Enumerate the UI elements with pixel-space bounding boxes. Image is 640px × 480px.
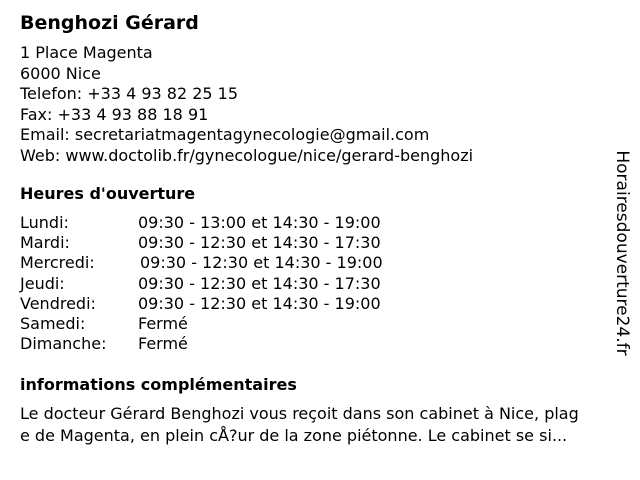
- day-hours: 09:30 - 12:30 et 14:30 - 19:00: [140, 253, 383, 273]
- description-line-1: Le docteur Gérard Benghozi vous reçoit dans son cabinet à Nice, plag: [20, 404, 579, 423]
- day-label: Dimanche:: [20, 334, 107, 354]
- description-text: [20, 403, 579, 447]
- address-line-2: 6000 Nice: [20, 63, 101, 83]
- day-hours: 09:30 - 13:00 et 14:30 - 19:00: [138, 213, 381, 232]
- day-label: Samedi:: [20, 313, 86, 333]
- day-label: Vendredi:: [20, 293, 96, 313]
- hours-row-wednesday: [20, 253, 440, 273]
- day-label: Jeudi:: [20, 273, 65, 293]
- hours-row-monday: [20, 213, 440, 233]
- opening-hours-heading: Heures d'ouverture: [20, 184, 196, 203]
- additional-info-heading: informations complémentaires: [20, 375, 297, 394]
- day-label: Mardi:: [20, 233, 70, 253]
- website-url: Web: www.doctolib.fr/gynecologue/nice/gerard-benghozi: [20, 145, 474, 165]
- day-hours: 09:30 - 12:30 et 14:30 - 19:00: [138, 293, 381, 313]
- hours-row-thursday: [20, 274, 440, 294]
- phone-number: Telefon: +33 4 93 82 25 15: [20, 84, 239, 103]
- day-hours: Fermé: [138, 313, 188, 333]
- day-label: Lundi:: [20, 213, 69, 232]
- hours-row-sunday: [20, 334, 440, 354]
- site-watermark: Horairesdouverture24.fr: [612, 150, 632, 356]
- hours-row-saturday: [20, 314, 440, 334]
- address-line-1: 1 Place Magenta: [20, 43, 153, 62]
- day-label: Mercredi:: [20, 253, 95, 273]
- opening-hours-list: [20, 213, 440, 354]
- doctor-name: Benghozi Gérard: [20, 12, 199, 34]
- contact-block: [20, 43, 473, 166]
- day-hours: Fermé: [138, 334, 188, 354]
- hours-row-tuesday: [20, 233, 440, 253]
- hours-row-friday: [20, 294, 440, 314]
- day-hours: 09:30 - 12:30 et 14:30 - 17:30: [138, 273, 381, 293]
- fax-number: Fax: +33 4 93 88 18 91: [20, 104, 209, 124]
- day-hours: 09:30 - 12:30 et 14:30 - 17:30: [138, 233, 381, 253]
- email-address: Email: secretariatmagentagynecologie@gmail.com: [20, 125, 430, 144]
- description-line-2: e de Magenta, en plein cÅ?ur de la zone piétonne. Le cabinet se si...: [20, 426, 568, 445]
